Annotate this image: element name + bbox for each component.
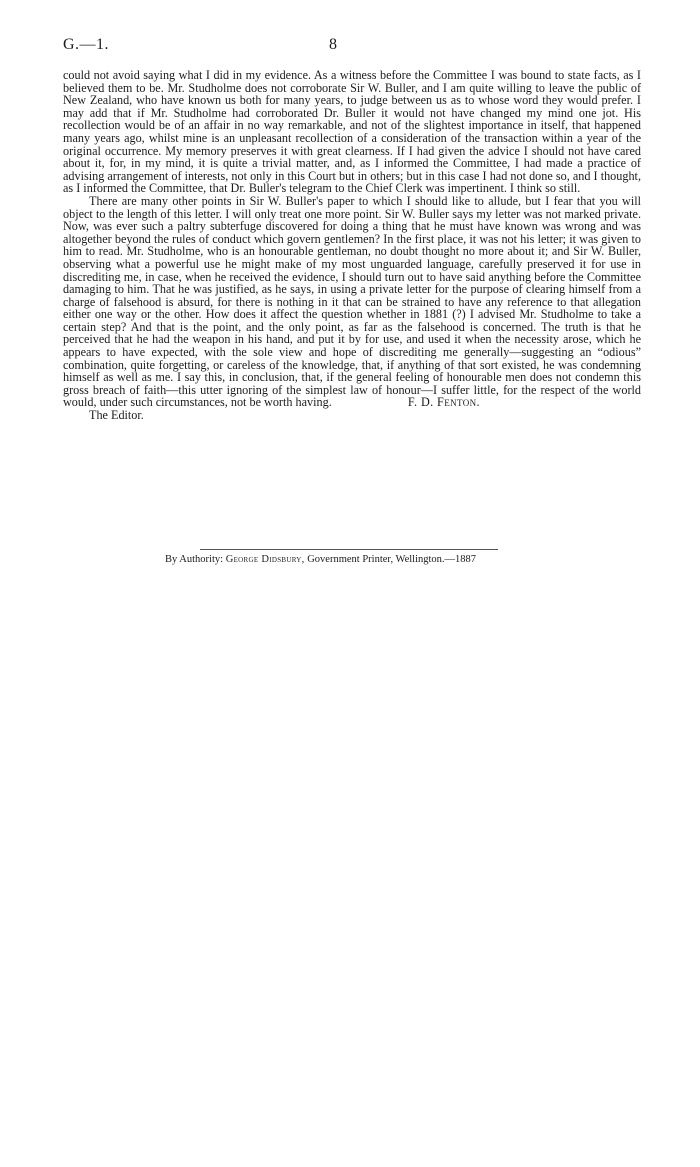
imprint-suffix: Government Printer, Wellington.—1887 [307, 554, 477, 565]
paragraph-2-block [63, 195, 641, 409]
signature: F. D. Fenton. [407, 395, 480, 410]
letter-body [63, 69, 641, 422]
paper-reference: G.—1. [63, 36, 110, 53]
page-number: 8 [329, 36, 337, 53]
printer-imprint [165, 554, 545, 565]
imprint-divider [200, 549, 498, 550]
imprint-printer-name: George Didsbury, [225, 554, 305, 565]
paragraph-2: There are many other points in Sir W. Buller's paper to which I should like to allude, but I fear that you will object to the length of this letter. I will only treat one more point. Sir W. Buller says my letter was not marked private. Now, was ever such a paltry subterfuge discovered for doing a thing that he must have known was wrong and was altogether beyond the rules of conduct which govern gentlemen? In the first place, it was not his letter; it was given to him to read. Mr. Studholme, who is an honourable gentleman, no doubt thought no more about it; and Sir W. Buller, observing what a powerful use he might make of my most unguarded language, carefully preserved it for use in discrediting me, in case, when he received the evidence, I should turn out to have said anything before the Committee damaging to him. That he was justified, as he says, in using a private letter for the purpose of clearing himself from a charge of falsehood is absurd, for there is nothing in it that can be strained to have any reference to that allegation either one way or the other. How does it affect the question whether in 1881 (?) I advised Mr. Studholme to take a certain step? And that is the point, and the only point, as far as the falsehood is concerned. The truth is that he perceived that he had the weapon in his hand, and put it by for use, and used it when the necessity arose, which he appears to have expected, with the sole view and hope of discrediting me generally—suggesting an “odious” combination, quite forgetting, or careless of the knowledge, that, if anything of that sort existed, he was condemning himself as well as me. I say this, in conclusion, that, if the general feeling of honourable men does not condemn this gross breach of faith—this utter ignoring of the simplest law of honour—I suffer little, for the respect of the world would, under such circumstances, not be worth having. [63, 193, 641, 410]
imprint-prefix: By Authority: [165, 554, 224, 565]
paragraph-1: could not avoid saying what I did in my evidence. As a witness before the Committee I was bound to state facts, as I believed them to be. Mr. Studholme does not corroborate Sir W. Buller, and I am quite willing to leave the public of New Zealand, who have known us both for many years, to judge between us as to whose word they would prefer. I may add that if Mr. Studholme had corroborated Dr. Buller it would not have changed my mind one jot. His recollection would be of an affair in no way remarkable, and not of the slightest importance in itself, that happened many years ago, whilst mine is an unpleasant recollection of a consideration of the transaction within a year of the original occurrence. My memory preserves it with great clearness. If I had given the advice I should not have cared about it, for, in my mind, it is quite a trivial matter, and, as I informed the Committee, I had made a practice of advising arrangement of interests, not only in this Court but in others; but in this case I had not done so, and I thought, as I informed the Committee, that Dr. Buller's telegram to the Chief Clerk was impertinent. I think so still. [63, 68, 641, 196]
addressee: The Editor. [89, 408, 144, 423]
